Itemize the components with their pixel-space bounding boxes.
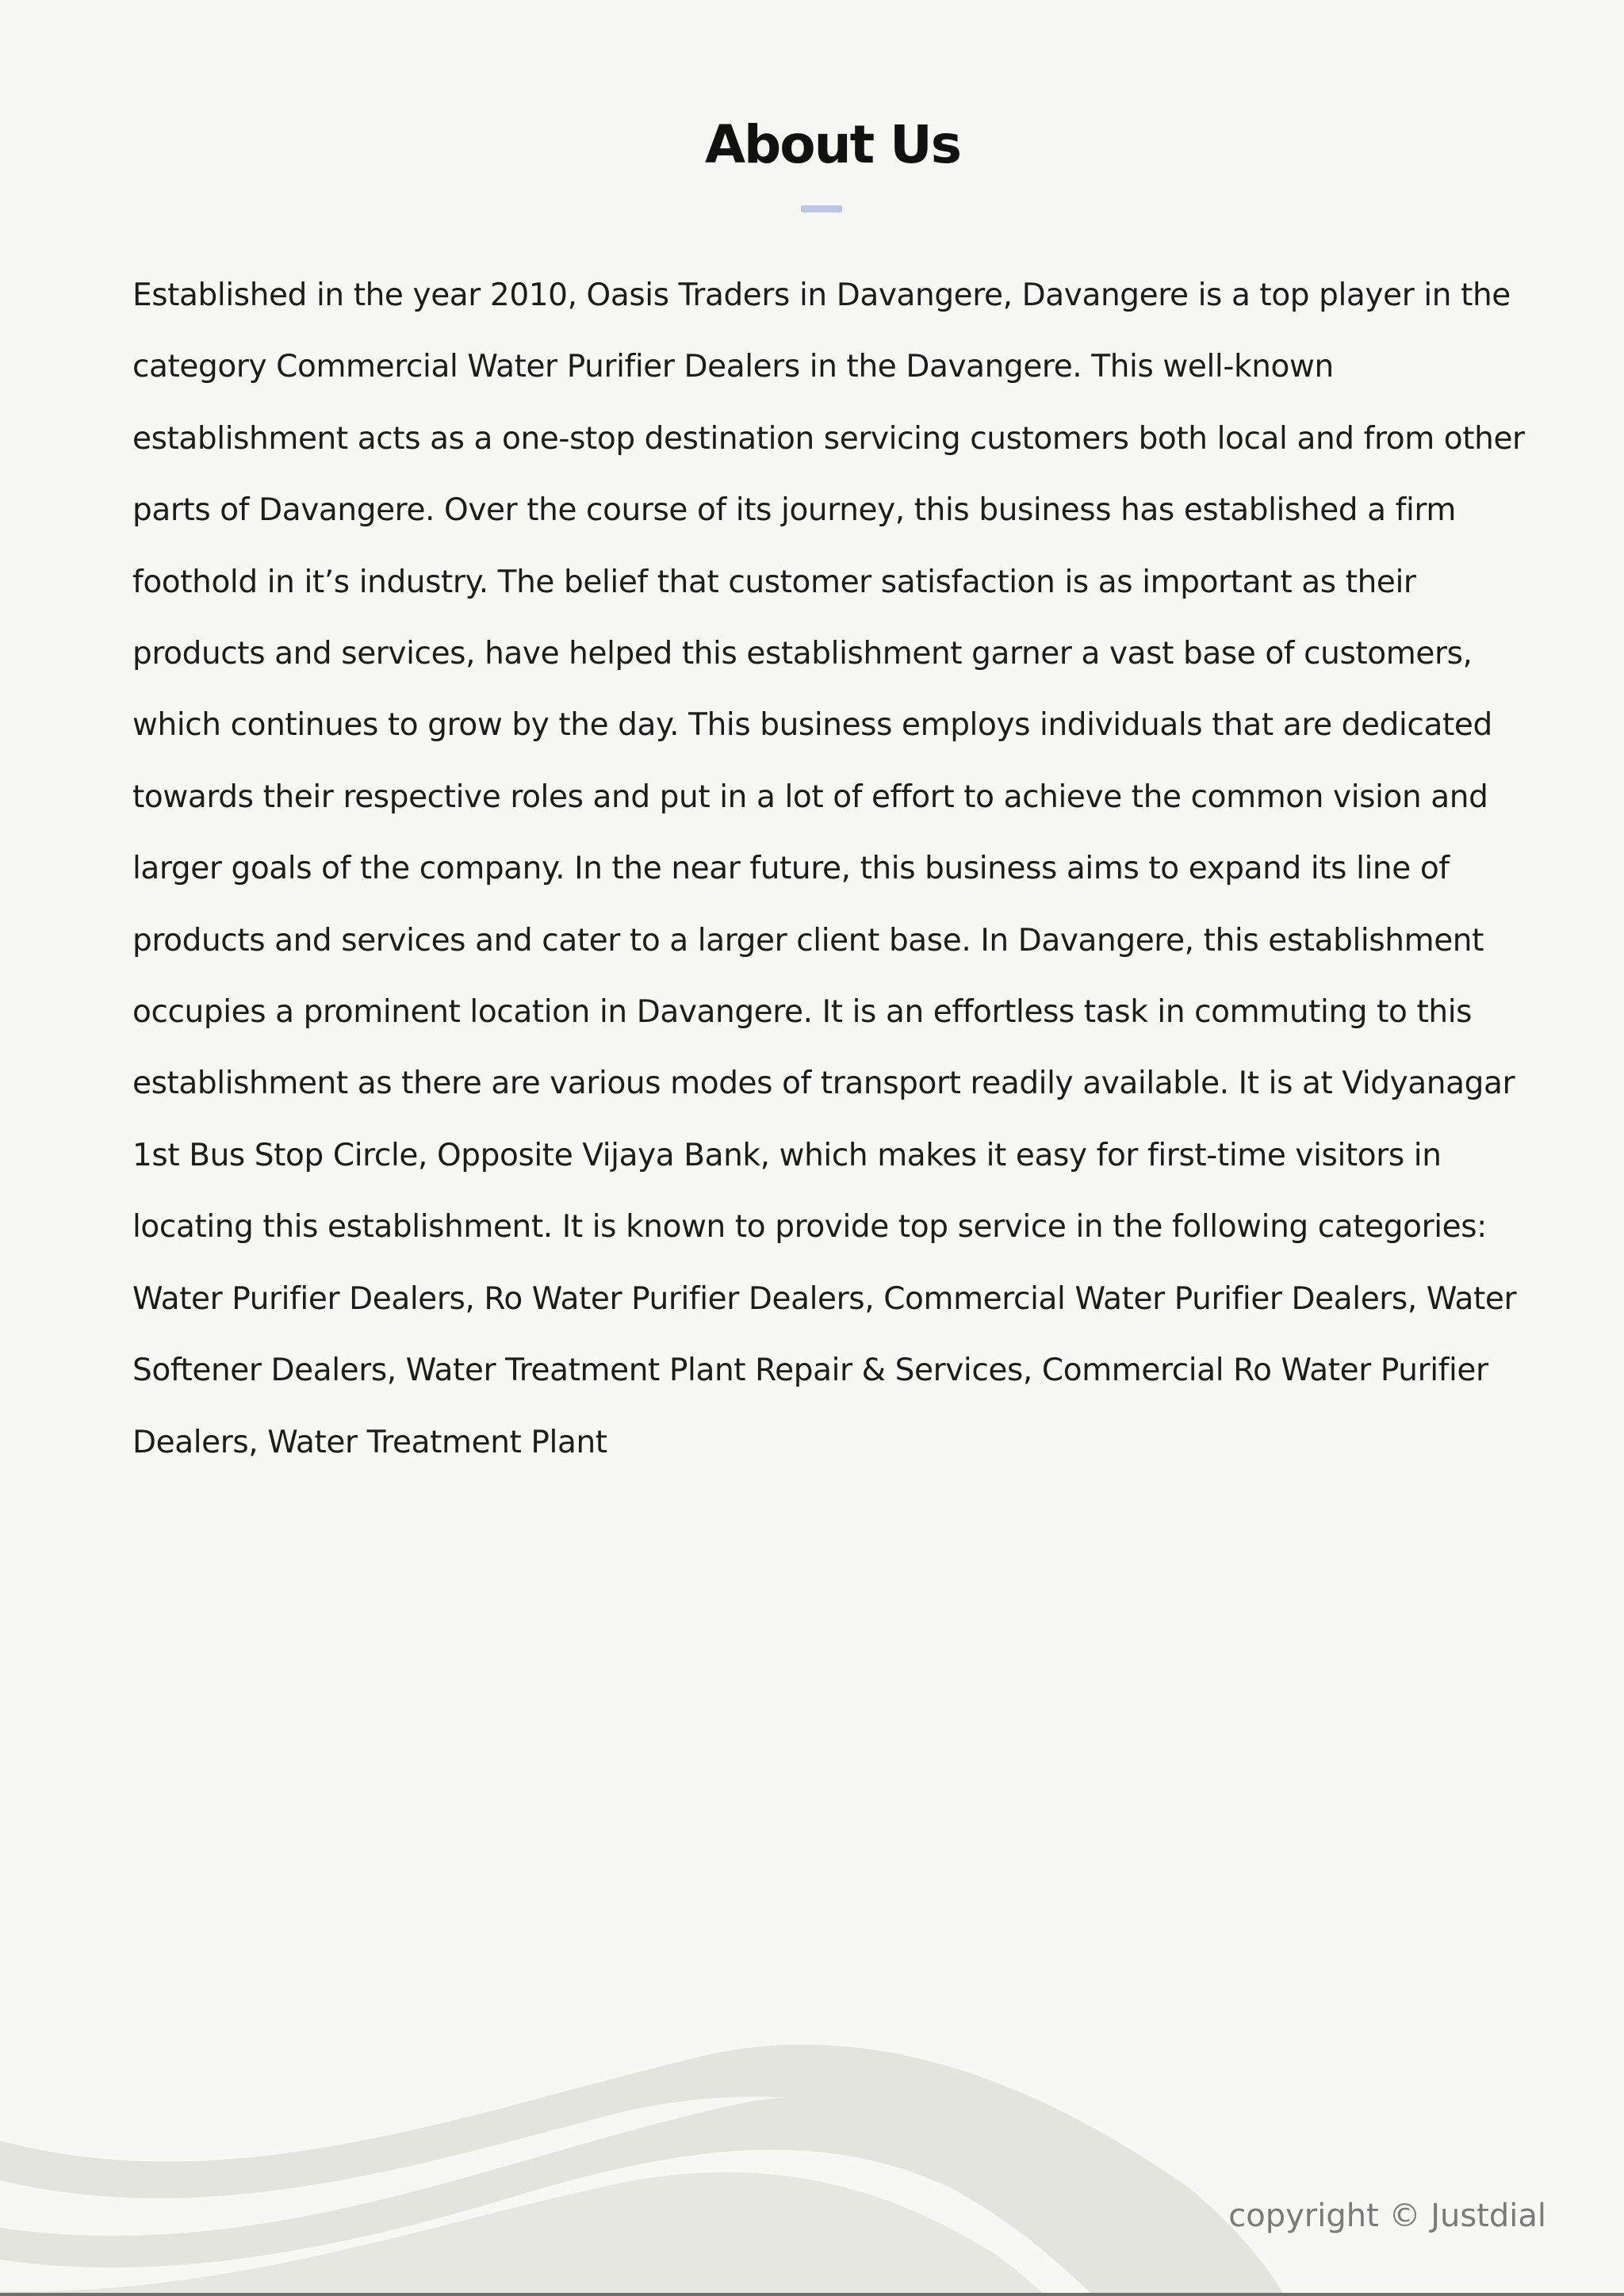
about-description: Established in the year 2010, Oasis Traders in Davangere, Davangere is a top player in the category Commercial Water Purifier Dealers in the Davangere. This well-known establishment acts as a one-stop destination servicing customers both local and from other parts of Davangere. Over the course of its journey, this business has established a firm foothold in it’s industry. The belief that customer satisfaction is as important as their products and services, have helped this establishment garner a vast base of customers, which continues to grow by the day. This business employs individuals that are dedicated towards their respective roles and put in a lot of effort to achieve the common vision and larger goals of the company. In the near future, this business aims to expand its line of products and services and cater to a larger client base. In Davangere, this establishment occupies a prominent location in Davangere. It is an effortless task in commuting to this establishment as there are various modes of transport readily available. It is at Vidyanagar 1st Bus Stop Circle, Opposite Vijaya Bank, which makes it easy for first-time visitors in locating this establishment. It is known to provide top service in the following categories: Water Purifier Dealers, Ro Water Purifier Dealers, Commercial Water Purifier Dealers, Water Softener Dealers, Water Treatment Plant Repair & Services, Commercial Ro Water Purifier Dealers, Water Treatment Plant <box>132 277 1525 1460</box>
bottom-border <box>0 2293 1624 2296</box>
title-underline <box>801 205 842 212</box>
wave-decoration <box>0 2030 1624 2296</box>
page-title: About Us <box>704 114 961 175</box>
copyright-text: copyright © Justdial <box>1228 2198 1546 2234</box>
